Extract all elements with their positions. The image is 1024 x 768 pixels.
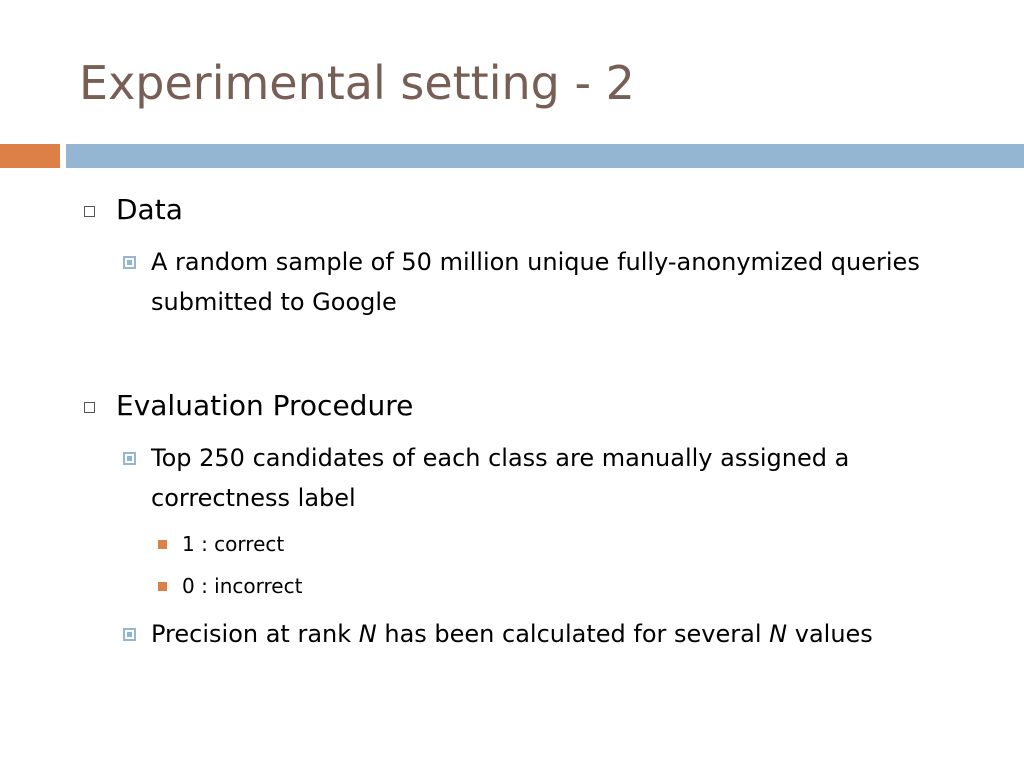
hollow-square-bullet-icon [84, 206, 95, 217]
precision-text-part: Precision at rank [151, 620, 359, 648]
precision-text-part: values [787, 620, 873, 648]
section-heading-data: Data [116, 193, 183, 226]
precision-variable-n: N [358, 620, 377, 648]
precision-text-part: has been calculated for several [376, 620, 770, 648]
bullet-text-top-candidates: Top 250 candidates of each class are manually assigned a correctness label [151, 444, 850, 512]
precision-variable-n: N [769, 620, 788, 648]
filled-square-bullet-icon [158, 540, 167, 549]
square-bullet-icon [123, 256, 136, 269]
slide-title: Experimental setting - 2 [79, 56, 635, 110]
bullet-text-data-sample: A random sample of 50 million unique fully-anonymized queries submitted to Google [151, 248, 920, 316]
sub-bullet-incorrect: 0 : incorrect [182, 574, 303, 598]
sub-bullet-correct: 1 : correct [182, 532, 285, 556]
square-bullet-icon [123, 628, 136, 641]
section-heading-evaluation: Evaluation Procedure [116, 389, 414, 422]
bullet-text-precision [151, 614, 981, 654]
square-bullet-icon [123, 452, 136, 465]
filled-square-bullet-icon [158, 582, 167, 591]
hollow-square-bullet-icon [84, 402, 95, 413]
